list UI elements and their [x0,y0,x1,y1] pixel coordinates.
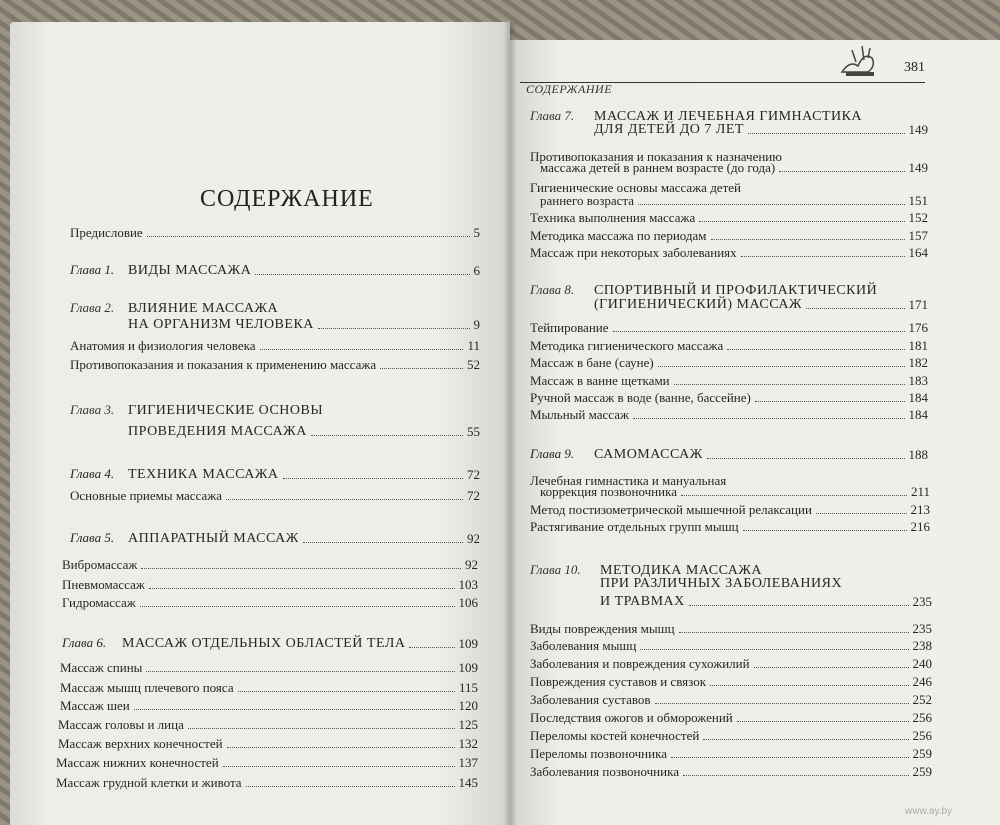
toc-chapter-10-line2: ПРИ РАЗЛИЧНЫХ ЗАБОЛЕВАНИЯХ [600,576,843,591]
toc-entry: Массаж головы и лица 125 [58,717,478,732]
toc-entry: Массаж в бане (сауне) 182 [530,355,928,370]
toc-entry: Массаж при некоторых заболеваниях 164 [530,245,928,260]
toc-entry: Последствия ожогов и обморожений 256 [530,710,932,725]
toc-chapter-6: Глава 6. МАССАЖ ОТДЕЛЬНЫХ ОБЛАСТЕЙ ТЕЛА 109 [62,635,478,651]
toc-chapter-10: И ТРАВМАХ 235 [600,594,932,609]
toc-entry: Анатомия и физиология человека 11 [70,338,480,353]
toc-entry-line1: Противопоказания и показания к назначению [530,149,782,164]
toc-entry-preface: Предисловие 5 [70,225,480,240]
toc-entry: Массаж в ванне щетками 183 [530,373,928,388]
toc-entry: Противопоказания и показания к применению массажа 52 [70,357,480,372]
page-title: СОДЕРЖАНИЕ [200,186,374,212]
toc-entry-line1: Гигиенические основы массажа детей [530,180,741,195]
running-header-label: СОДЕРЖАНИЕ [526,82,613,96]
toc-entry: Массаж мышц плечевого пояса 115 [60,680,478,695]
book-gutter [503,22,517,825]
watermark: www.ay.by [905,806,953,817]
toc-entry: Вибромассаж 92 [62,557,478,572]
toc-chapter-2: НА ОРГАНИЗМ ЧЕЛОВЕКА 9 [128,317,480,332]
toc-chapter-5: Глава 5. АППАРАТНЫЙ МАССАЖ 92 [70,530,480,546]
toc-entry: Переломы позвоночника 259 [530,746,932,761]
toc-chapter-8: (ГИГИЕНИЧЕСКИЙ) МАССАЖ 171 [594,297,928,312]
toc-entry: Массаж нижних конечностей 137 [56,755,478,770]
toc-entry: Мыльный массаж 184 [530,407,928,422]
toc-entry: раннего возраста 151 [540,193,928,208]
toc-entry: Массаж грудной клетки и живота 145 [56,775,478,790]
toc-entry: Заболевания позвоночника 259 [530,764,932,779]
toc-entry: Тейпирование 176 [530,320,928,335]
toc-entry: Массаж шеи 120 [60,698,478,713]
toc-entry: Массаж верхних конечностей 132 [58,736,478,751]
toc-entry: Заболевания суставов 252 [530,692,932,707]
toc-entry: коррекция позвоночника 211 [540,484,930,499]
page-number: 381 [904,60,925,75]
toc-entry: Массаж спины 109 [60,660,478,675]
toc-entry: Гидромассаж 106 [62,595,478,610]
toc-entry: Переломы костей конечностей 256 [530,728,932,743]
toc-entry-line1: Лечебная гимнастика и мануальная [530,473,727,488]
toc-entry: Метод постизометрической мышечной релаксации 213 [530,502,930,517]
toc-entry: Методика массажа по периодам 157 [530,228,928,243]
toc-chapter-2-label: Глава 2. ВЛИЯНИЕ МАССАЖА [70,300,279,316]
toc-entry: Заболевания мышц 238 [530,638,932,653]
toc-entry: Техника выполнения массажа 152 [530,210,928,225]
toc-entry: Ручной массаж в воде (ванне, бассейне) 184 [530,390,928,405]
toc-entry: Заболевания и повреждения сухожилий 240 [530,656,932,671]
toc-entry: Растягивание отдельных групп мышц 216 [530,519,930,534]
toc-chapter-1: Глава 1. ВИДЫ МАССАЖА 6 [70,262,480,278]
decorative-ornament-icon [838,42,880,82]
toc-chapter-9: Глава 9. САМОМАССАЖ 188 [530,446,928,462]
toc-chapter-7-label: Глава 7. МАССАЖ И ЛЕЧЕБНАЯ ГИМНАСТИКА [530,108,863,124]
toc-chapter-3: ПРОВЕДЕНИЯ МАССАЖА 55 [128,424,480,439]
toc-entry: Повреждения суставов и связок 246 [530,674,932,689]
toc-entry: Пневмомассаж 103 [62,577,478,592]
toc-entry: массажа детей в раннем возрасте (до года) 149 [540,160,928,175]
toc-chapter-7: ДЛЯ ДЕТЕЙ ДО 7 ЛЕТ 149 [594,122,928,137]
toc-entry: Методика гигиенического массажа 181 [530,338,928,353]
toc-entry: Виды повреждения мышц 235 [530,621,932,636]
toc-chapter-4: Глава 4. ТЕХНИКА МАССАЖА 72 [70,466,480,482]
toc-chapter-8-label: Глава 8. СПОРТИВНЫЙ И ПРОФИЛАКТИЧЕСКИЙ [530,282,878,298]
toc-entry: Основные приемы массажа 72 [70,488,480,503]
toc-chapter-3-label: Глава 3. ГИГИЕНИЧЕСКИЕ ОСНОВЫ [70,402,324,418]
toc-chapter-10-label: Глава 10. МЕТОДИКА МАССАЖА [530,562,762,578]
